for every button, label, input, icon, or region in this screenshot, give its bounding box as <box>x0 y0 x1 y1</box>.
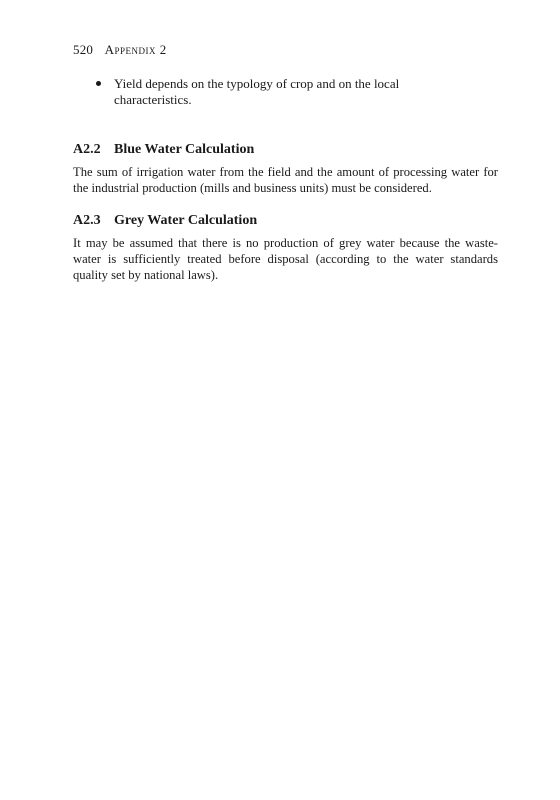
section-paragraph-blue-water: The sum of irrigation water from the field and the amount of processing water for the industrial production (mills and business units) must be considered. <box>73 165 498 195</box>
bullet-text: Yield depends on the typology of crop and on the local characteristics. <box>114 76 400 107</box>
running-title: Appendix 2 <box>104 42 167 57</box>
section-title: Grey Water Calculation <box>114 213 258 228</box>
section-paragraph-grey-water: It may be assumed that there is no production of grey water because the waste-water is sufficiently treated before disposal (according to the water standards quality set by national laws). <box>73 236 498 282</box>
section-heading-grey-water <box>73 213 257 229</box>
section-heading-blue-water <box>73 142 254 158</box>
running-header <box>73 42 167 58</box>
list-item <box>96 76 456 107</box>
section-number: A2.2 <box>73 142 101 157</box>
bullet-list <box>96 76 456 107</box>
page-number: 520 <box>73 42 94 57</box>
section-title: Blue Water Calculation <box>114 142 255 157</box>
bullet-icon <box>96 81 101 86</box>
section-number: A2.3 <box>73 213 101 228</box>
